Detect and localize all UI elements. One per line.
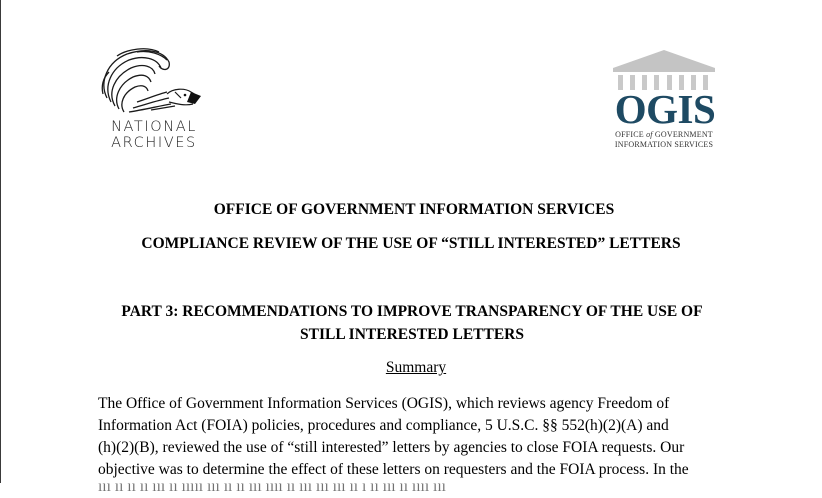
- summary-paragraph: [98, 393, 738, 481]
- cut-off-text-fragment: ııı ıı ıı ıı ııı ıı ııııı ııı ıı ıı ııı ıııı ıı ııı ııı ııı ıı ı ıı ııı ıı ıııı ııı: [98, 478, 446, 495]
- ogis-subtitle-office: OFFICE: [615, 130, 647, 139]
- ogis-subtitle-line2: INFORMATION SERVICES: [614, 140, 714, 149]
- ogis-subtitle-of: of: [646, 130, 653, 139]
- paragraph-line-cut-off: [98, 478, 710, 495]
- document-page: [1, 0, 817, 495]
- ogis-subtitle-line1: [609, 130, 719, 140]
- eagle-icon: [97, 46, 215, 121]
- document-subtitle: COMPLIANCE REVIEW OF THE USE OF “STILL INTERESTED” LETTERS: [141, 235, 681, 252]
- paragraph-line: The Office of Government Information Services (OGIS), which reviews agency Freedom of: [98, 395, 670, 412]
- national-archives-label-line2: ARCHIVES: [111, 135, 197, 151]
- document-title: OFFICE OF GOVERNMENT INFORMATION SERVICES: [213, 201, 615, 218]
- section-heading-summary: [1, 359, 817, 377]
- part-heading-line1: PART 3: RECOMMENDATIONS TO IMPROVE TRANSPARENCY OF THE USE OF: [121, 303, 703, 320]
- paragraph-line: objective was to determine the effect of these letters on requesters and the FOIA process. In the: [98, 461, 689, 478]
- ogis-logo: [609, 48, 719, 156]
- summary-label: Summary: [385, 359, 447, 376]
- paragraph-line: Information Act (FOIA) policies, procedures and compliance, 5 U.S.C. §§ 552(h)(2)(A) and: [98, 417, 669, 434]
- ogis-wordmark: OGIS: [614, 86, 716, 132]
- part-heading-line2: STILL INTERESTED LETTERS: [300, 326, 524, 343]
- ogis-subtitle-government: GOVERNMENT: [652, 130, 713, 139]
- national-archives-logo: [97, 46, 215, 154]
- paragraph-line: (h)(2)(B), reviewed the use of “still interested” letters by agencies to close FOIA requests. Our: [98, 439, 685, 456]
- national-archives-label-line1: NATIONAL: [111, 119, 197, 135]
